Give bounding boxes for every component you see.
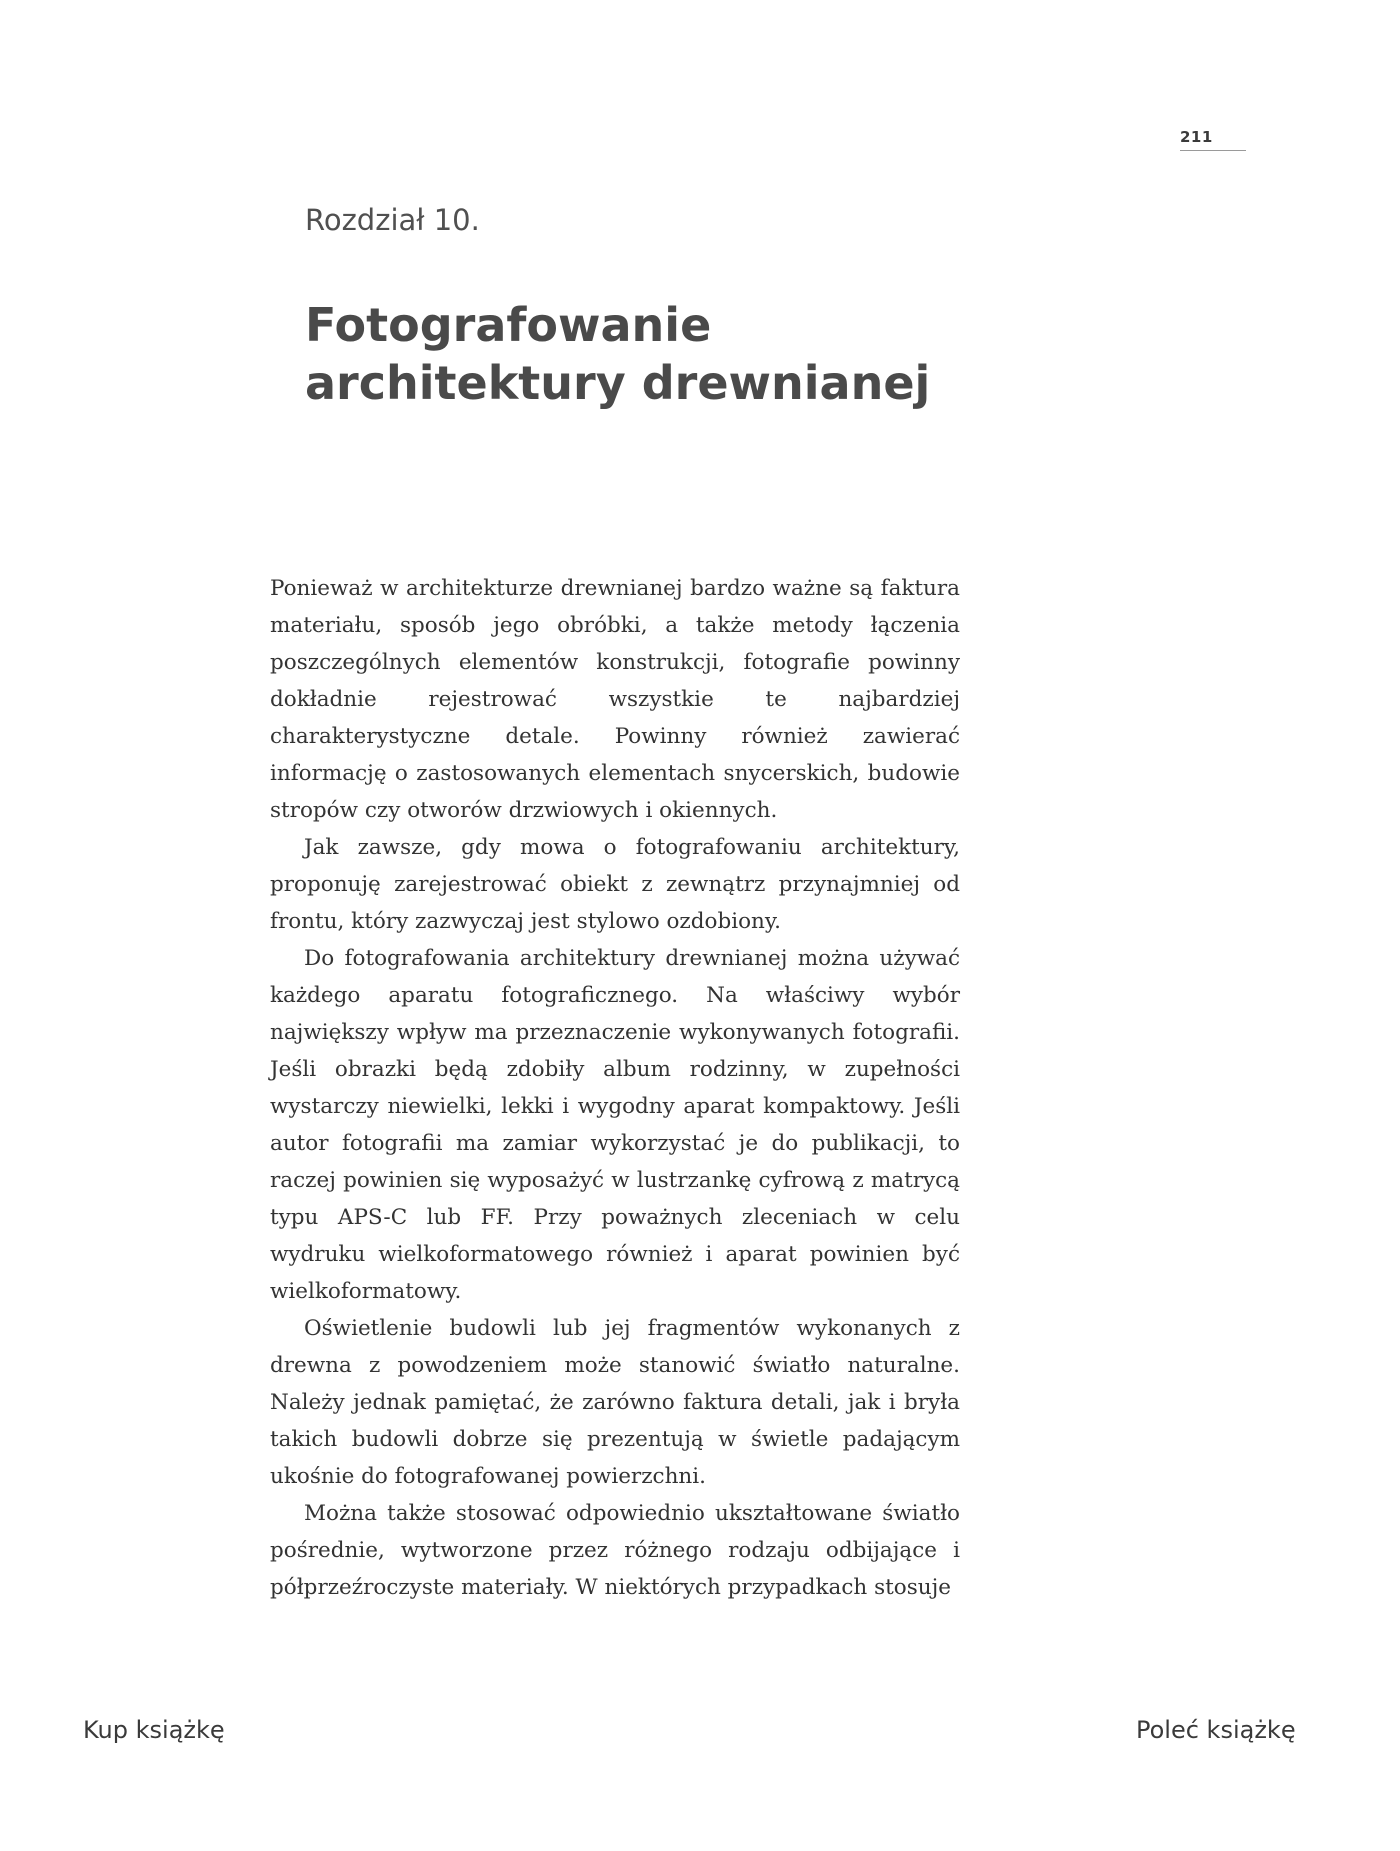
- chapter-title-line-1: Fotografowanie: [305, 298, 712, 352]
- body-text: [270, 570, 960, 1606]
- chapter-title: [305, 296, 1065, 412]
- buy-book-link[interactable]: Kup książkę: [83, 1716, 225, 1744]
- chapter-label: Rozdział 10.: [305, 203, 480, 237]
- chapter-title-line-2: architektury drewnianej: [305, 356, 931, 410]
- page-number-rule: [1180, 150, 1246, 151]
- paragraph-1: Ponieważ w architekturze drewnianej bardzo ważne są faktura materiału, sposób jego obróbki, a także metody łączenia poszczególnych elementów konstrukcji, fotografie powinny dokładnie rejestrować wszystkie te najbardziej charakterystyczne detale. Powinny również zawierać informację o zastosowanych elementach snycerskich, budowie stropów czy otworów drzwiowych i okiennych.: [270, 576, 960, 823]
- paragraph-2: Jak zawsze, gdy mowa o fotografowaniu architektury, proponuję zarejestrować obiekt z zewnątrz przynajmniej od frontu, który zazwyczaj jest stylowo ozdobiony.: [270, 835, 960, 934]
- page-number: 211: [1180, 128, 1213, 146]
- paragraph-3: Do fotografowania architektury drewnianej można używać każdego aparatu fotograficznego. Na właściwy wybór największy wpływ ma przeznaczenie wykonywanych fotografii. Jeśli obrazki będą zdobiły album rodzinny, w zupełności wystarczy niewielki, lekki i wygodny aparat kompaktowy. Jeśli autor fotografii ma zamiar wykorzystać je do publikacji, to raczej powinien się wyposażyć w lustrzankę cyfrową z matrycą typu APS-C lub FF. Przy poważnych zleceniach w celu wydruku wielkoformatowego również i aparat powinien być wielkoformatowy.: [270, 946, 960, 1304]
- recommend-book-link[interactable]: Poleć książkę: [1136, 1716, 1296, 1744]
- paragraph-4: Oświetlenie budowli lub jej fragmentów wykonanych z drewna z powodzeniem może stanowić światło naturalne. Należy jednak pamiętać, że zarówno faktura detali, jak i bryła takich budowli dobrze się prezentują w świetle padającym ukośnie do fotografowanej powierzchni.: [270, 1316, 960, 1489]
- paragraph-5: Można także stosować odpowiednio ukształtowane światło pośrednie, wytworzone przez różnego rodzaju odbijające i półprzeźroczyste materiały. W niektórych przypadkach stosuje: [270, 1501, 960, 1600]
